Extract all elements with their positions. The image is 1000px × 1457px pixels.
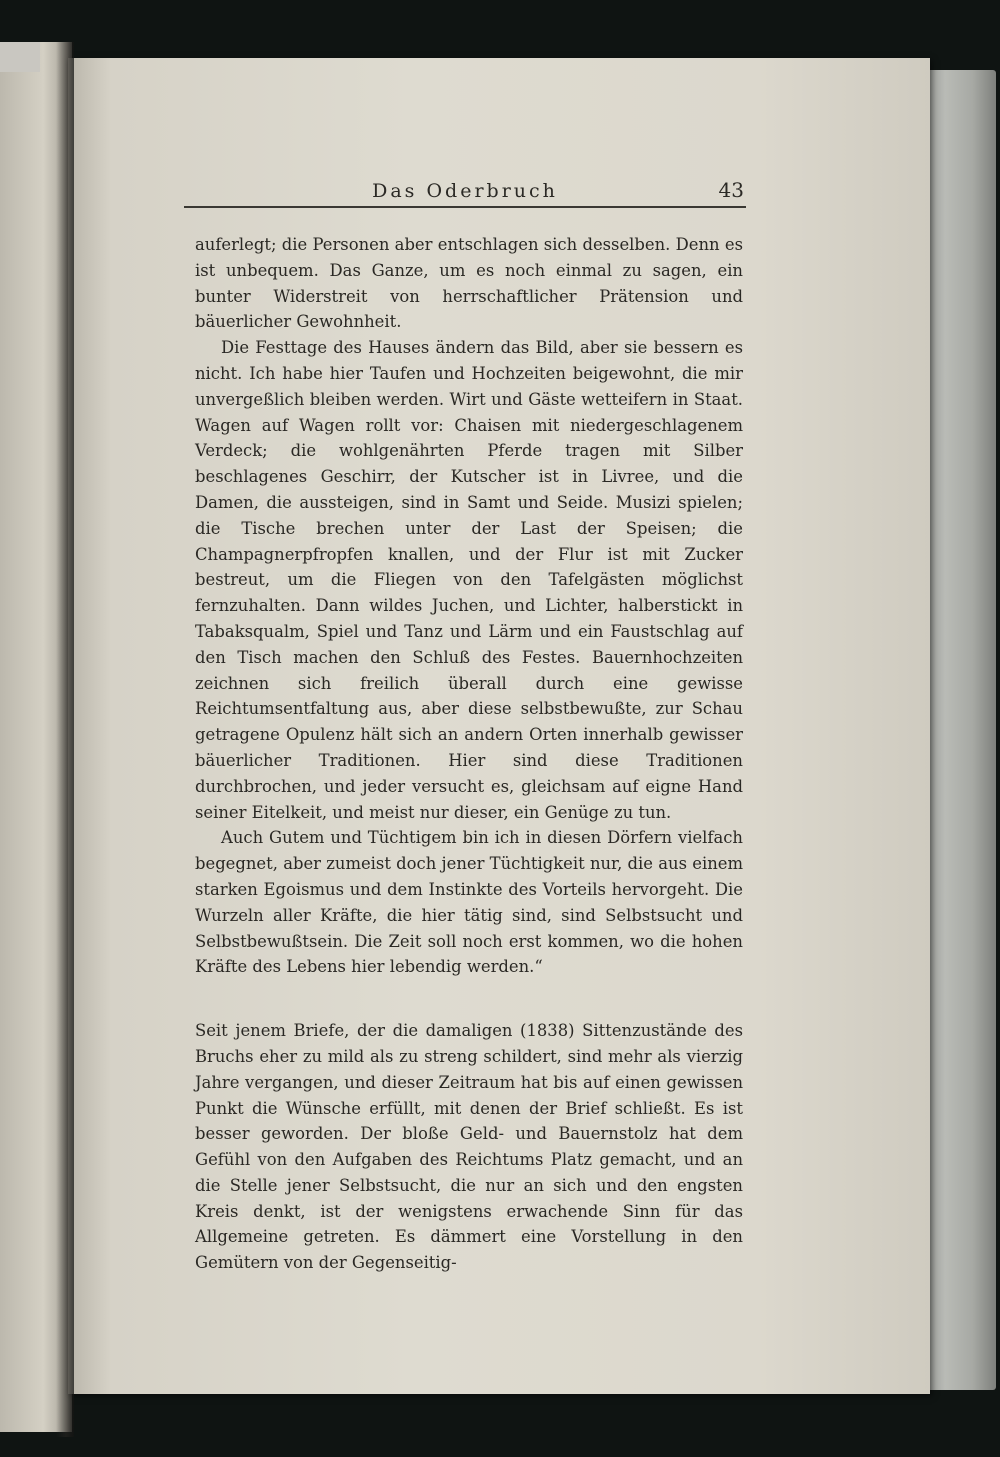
paragraph-tuechtigkeit: Auch Gutem und Tüchtigem bin ich in diesen Dörfern vielfach begegnet, aber zumeist doch jener Tüchtigkeit nur, die aus einem starken Egoismus und dem Instinkte des Vorteils hervorgeht. Die Wurzeln aller Kräfte, die hier tätig sind, sind Selbstsucht und Selbstbewußtsein. Die Zeit soll noch erst kommen, wo die hohen Kräfte des Lebens hier lebendig werden.“ (195, 828, 743, 977)
paragraph-seit-jenem-briefe: Seit jenem Briefe, der die damaligen (1838) Sittenzustände des Bruchs eher zu mild als zu streng schildert, sind mehr als vierzig Jahre vergangen, und dieser Zeitraum hat bis auf einen gewissen Punkt die Wünsche erfüllt, mit denen der Brief schließt. Es ist besser geworden. Der bloße Geld- und Bauernstolz hat dem Gefühl von den Aufgaben des Reichtums Platz gemacht, und an die Stelle jener Selbstsucht, die nur an sich und den engsten Kreis denkt, ist der wenigstens erwachende Sinn für das Allgemeine getreten. Es dämmert eine Vorstellung in den Gemütern von der Gegenseitig- (195, 1021, 743, 1273)
paragraph-festtage: Die Festtage des Hauses ändern das Bild, aber sie bessern es nicht. Ich habe hier Taufen und Hochzeiten beigewohnt, die mir unvergeßlich bleiben werden. Wirt und Gäste wetteifern in Staat. Wagen auf Wagen rollt vor: Chaisen mit niedergeschlagenem Verdeck; die wohlgenährten Pferde tragen mit Silber beschlagenes Geschirr, der Kutscher ist in Livree, und die Damen, die aussteigen, sind in Samt und Seide. Musizi spielen; die Tische brechen unter der Last der Speisen; die Champagnerpfropfen knallen, und der Flur ist mit Zucker bestreut, um die Fliegen von den Tafelgästen möglichst fernzuhalten. Dann wildes Juchen, und Lichter, halberstickt in Tabaksqualm, Spiel und Tanz und Lärm und ein Faustschlag auf den Tisch machen den Schluß des Festes. Bauernhochzeiten zeichnen sich freilich überall durch eine gewisse Reichtumsentfaltung aus, aber diese selbstbewußte, zur Schau getragene Opulenz hält sich an andern Orten innerhalb gewisser bäuerlicher Traditionen. Hier sind diese Traditionen durchbrochen, und jeder versucht es, gleichsam auf eigne Hand seiner Eitelkeit, und meist nur dieser, ein Genüge zu tun. (195, 338, 743, 822)
body-text (195, 232, 743, 1276)
paragraph-continued: auferlegt; die Personen aber entschlagen sich desselben. Denn es ist unbequem. Das Ganze, um es noch einmal zu sagen, ein bunter Widerstreit von herrschaftlicher Prätension und bäuerlicher Gewohnheit. (195, 235, 743, 332)
left-cover-edge (0, 42, 40, 72)
running-title: Das Oderbruch (372, 180, 558, 202)
page-number: 43 (718, 178, 744, 202)
running-head (184, 178, 746, 208)
book-gutter (56, 42, 74, 1437)
